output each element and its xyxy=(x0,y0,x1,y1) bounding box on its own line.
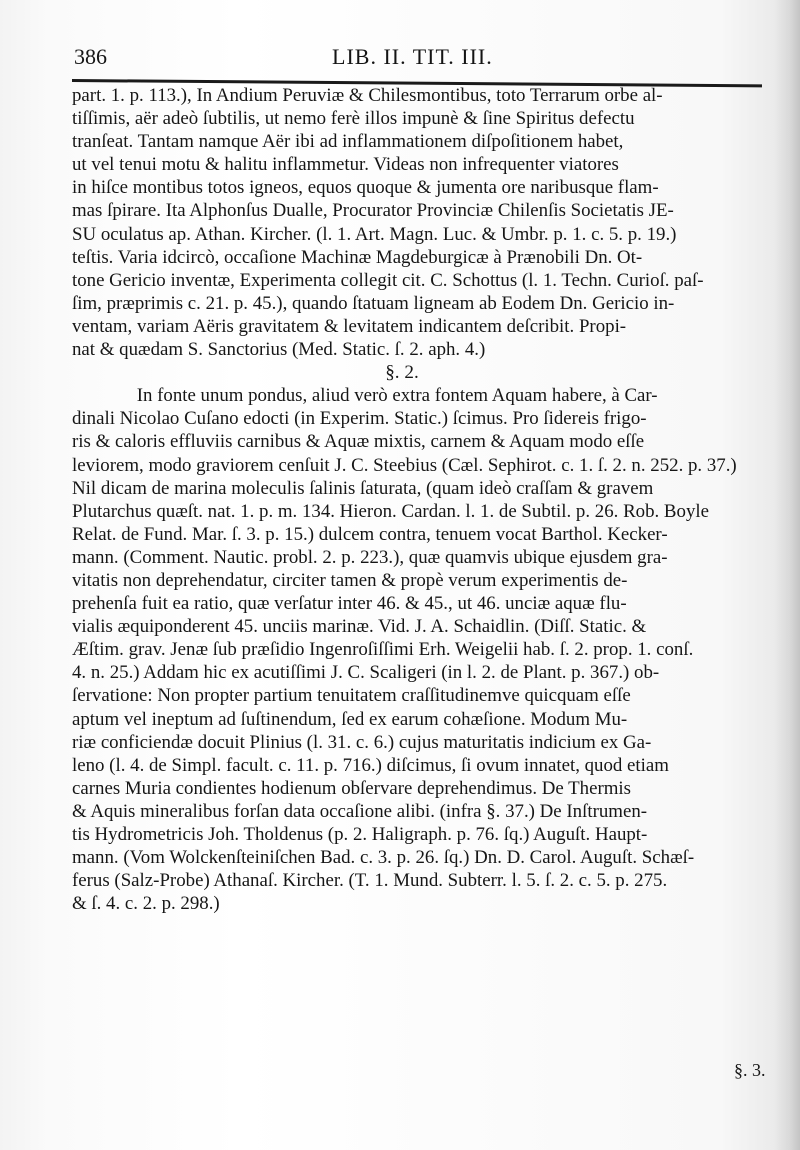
text-line: mas ſpirare. Ita Alphonſus Dualle, Procurator Provinciæ Chilenſis Societatis JE- xyxy=(72,200,674,222)
page-number: 386 xyxy=(74,44,107,69)
text-line: tiſſimis, aër adeò ſubtilis, ut nemo ferè illos impunè & ſine Spiritus defectu xyxy=(72,108,635,130)
text-line: ventam, variam Aëris gravitatem & levitatem indicantem deſcribit. Propi- xyxy=(72,315,627,337)
text-line: tis Hydrometricis Joh. Tholdenus (p. 2. Haligraph. p. 76. ſq.) Auguſt. Haupt- xyxy=(72,824,648,845)
text-line: tranſeat. Tantam namque Aër ibi ad inflammationem diſpoſitionem habet, xyxy=(72,131,624,153)
text-line: ris & caloris effluviis carnibus & Aquæ mixtis, carnem & Aquam modo eſſe xyxy=(72,431,645,453)
text-line: Plutarchus quæſt. nat. 1. p. m. 134. Hieron. Cardan. l. 1. de Subtil. p. 26. Rob. Boyle xyxy=(72,500,709,522)
text-line: leno (l. 4. de Simpl. facult. c. 11. p. 716.) diſcimus, ſi ovum innatet, quod etiam xyxy=(72,754,669,776)
text-line: vialis æquiponderent 45. unciis marinæ. Vid. J. A. Schaidlin. (Diſſ. Static. & xyxy=(72,616,647,638)
text-line: riæ conficiendæ docuit Plinius (l. 31. c. 6.) cujus maturitatis indicium ex Ga- xyxy=(72,731,652,753)
text-line: prehenſa fuit ea ratio, quæ verſatur inter 46. & 45., ut 46. unciæ aquæ flu- xyxy=(72,593,627,615)
text-line: mann. (Comment. Nautic. probl. 2. p. 223.), quæ quamvis ubique ejusdem gra- xyxy=(72,546,668,568)
text-line: Relat. de Fund. Mar. ſ. 3. p. 15.) dulcem contra, tenuem vocat Barthol. Kecker- xyxy=(72,523,668,545)
text-line: tone Gericio inventæ, Experimenta collegit cit. C. Schottus (l. 1. Techn. Curioſ. paſ- xyxy=(72,269,704,291)
section-heading: §. 2. xyxy=(385,362,419,384)
text-line: teſtis. Varia idcircò, occaſione Machinæ Magdeburgicæ à Prænobili Dn. Ot- xyxy=(72,246,643,268)
page-header xyxy=(74,44,754,78)
page-edge-shadow xyxy=(774,0,800,1150)
text-line: Nil dicam de marina moleculis ſalinis ſaturata, (quam ideò craſſam & gravem xyxy=(72,477,654,499)
page-body xyxy=(72,84,772,915)
text-line: ſervatione: Non propter partium tenuitatem craſſitudinemve quicquam eſſe xyxy=(72,685,631,707)
catchword: §. 3. xyxy=(734,1060,766,1080)
text-line: ut vel tenui motu & halitu inflammetur. Videas non infrequenter viatores xyxy=(72,154,619,176)
text-line: part. 1. p. 113.), In Andium Peruviæ & Chilesmontibus, toto Terrarum orbe al- xyxy=(72,85,663,106)
text-line: ferus (Salz-Probe) Athanaſ. Kircher. (T. 1. Mund. Subterr. l. 5. ſ. 2. c. 5. p. 275. xyxy=(72,870,668,892)
text-line: vitatis non deprehendatur, circiter tamen & propè verum experimentis de- xyxy=(72,569,628,591)
text-line: in hiſce montibus totos igneos, equos quoque & jumenta ore naribusque flam- xyxy=(72,177,659,199)
text-line: & Aquis mineralibus forſan data occaſione alibi. (infra §. 37.) De Inſtrumen- xyxy=(72,800,648,822)
running-head: LIB. II. TIT. III. xyxy=(332,44,493,69)
text-line: dinali Nicolao Cuſano edocti (in Experim. Static.) ſcimus. Pro ſidereis frigo- xyxy=(72,408,647,430)
text-line: & ſ. 4. c. 2. p. 298.) xyxy=(72,893,220,915)
text-line: In fonte unum pondus, aliud verò extra fontem Aquam habere, à Car- xyxy=(136,385,658,407)
text-line: 4. n. 25.) Addam hic ex acutiſſimi J. C. Scaligeri (in l. 2. de Plant. p. 367.) ob- xyxy=(72,662,660,684)
text-line: carnes Muria condientes hodienum obſervare deprehendimus. De Thermis xyxy=(72,777,631,799)
text-line: leviorem, modo graviorem cenſuit J. C. Steebius (Cæl. Sephirot. c. 1. ſ. 2. n. 252. p. 37.) xyxy=(72,454,737,476)
text-line: aptum vel ineptum ad ſuſtinendum, ſed ex earum cohæſione. Modum Mu- xyxy=(72,708,628,730)
text-line: Æſtim. grav. Jenæ ſub præſidio Ingenroſiſſimi Erh. Weigelii hab. ſ. 2. prop. 1. conſ. xyxy=(72,639,694,661)
text-line: mann. (Vom Wolckenſteiniſchen Bad. c. 3. p. 26. ſq.) Dn. D. Carol. Auguſt. Schæſ- xyxy=(72,847,695,869)
text-line: SU oculatus ap. Athan. Kircher. (l. 1. Art. Magn. Luc. & Umbr. p. 1. c. 5. p. 19.) xyxy=(72,223,677,245)
text-line: nat & quædam S. Sanctorius (Med. Static. ſ. 2. aph. 4.) xyxy=(72,339,486,361)
text-line: ſim, præprimis c. 21. p. 45.), quando ſtatuam ligneam ab Eodem Dn. Gericio in- xyxy=(72,292,675,314)
